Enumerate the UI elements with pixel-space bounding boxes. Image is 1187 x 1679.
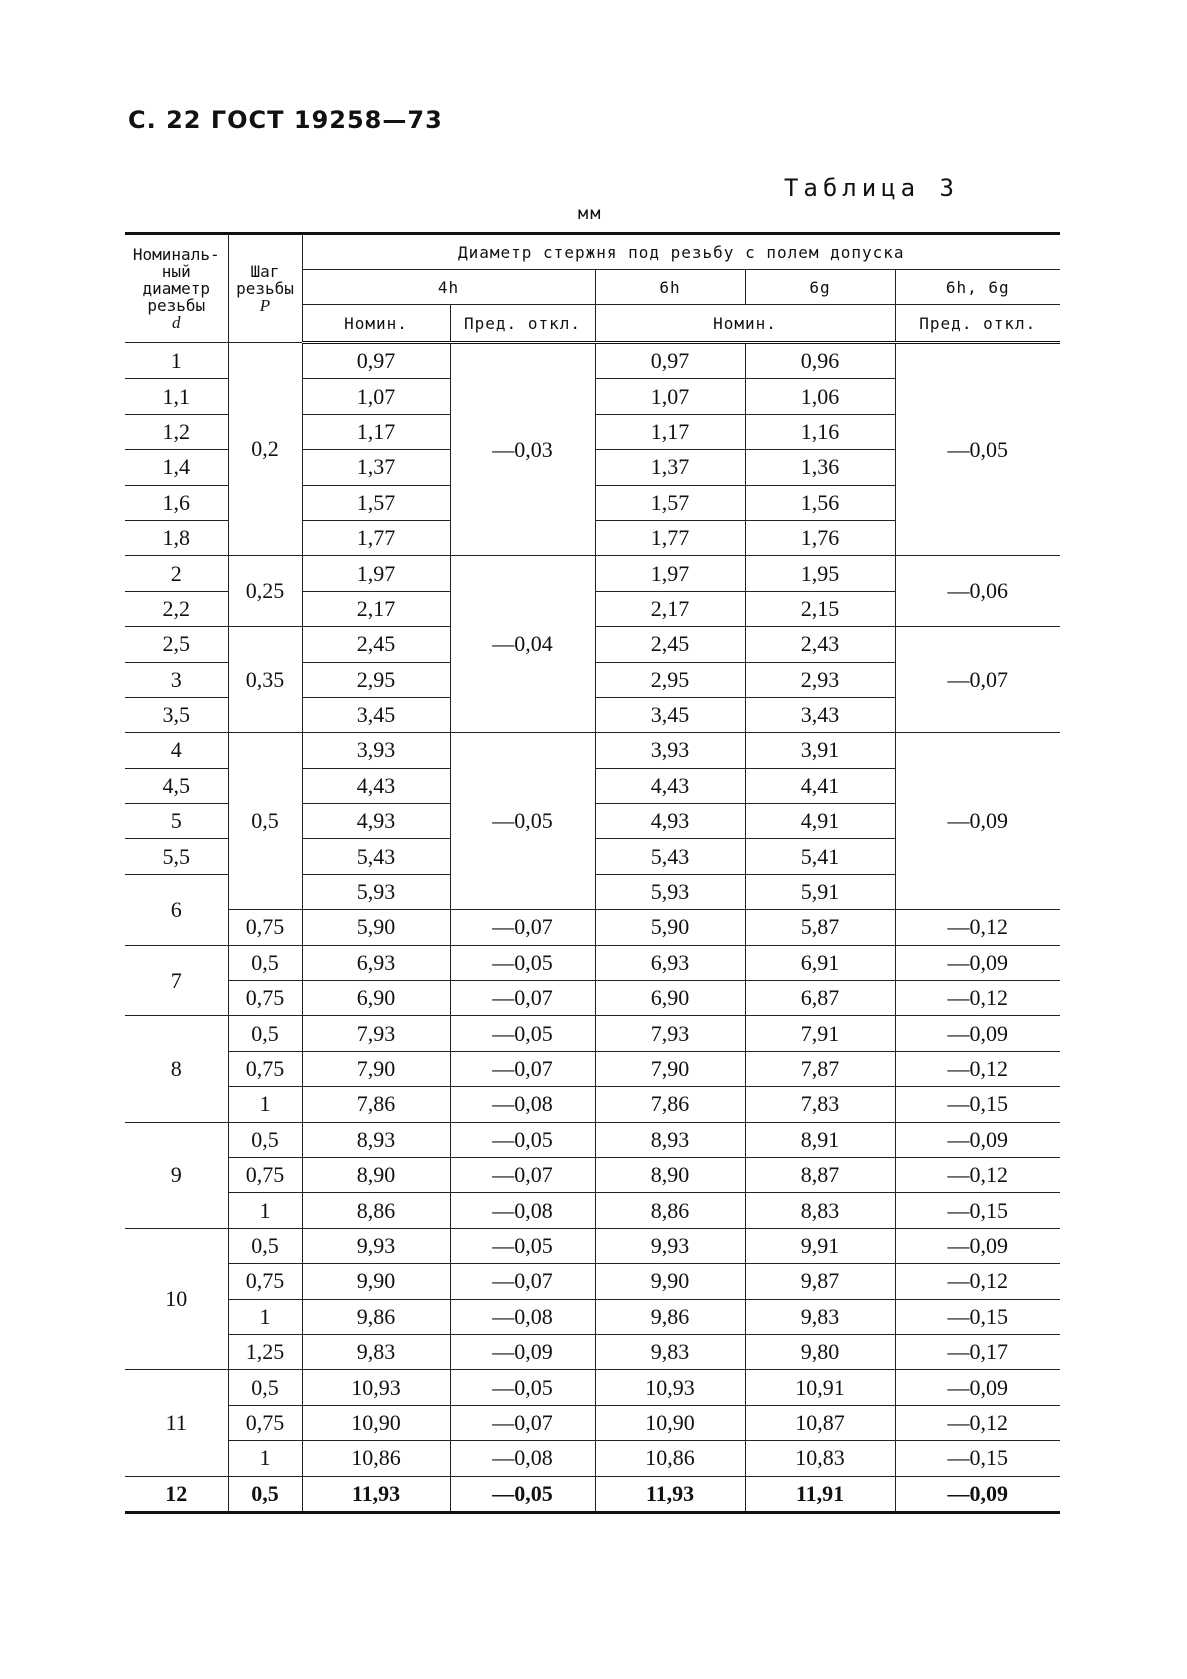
cell-limit-dev-4h: —0,03 — [450, 343, 595, 556]
cell-nominal-6h: 7,86 — [595, 1087, 745, 1122]
table-row — [125, 1228, 1060, 1263]
cell-nominal-4h: 8,86 — [302, 1193, 450, 1228]
cell-nominal-6g: 9,91 — [745, 1228, 895, 1263]
table-label: Таблица 3 — [783, 174, 959, 202]
cell-nominal-6h: 9,86 — [595, 1299, 745, 1334]
cell-limit-dev-4h: —0,05 — [450, 733, 595, 910]
cell-nominal-diameter: 5 — [125, 804, 228, 839]
cell-limit-dev-4h: —0,07 — [450, 910, 595, 945]
cell-nominal-6g: 2,93 — [745, 662, 895, 697]
cell-nominal-diameter: 3,5 — [125, 697, 228, 732]
header-limit-dev-4h: Пред. откл. — [450, 305, 595, 343]
cell-limit-dev-6h6g: —0,12 — [895, 1157, 1060, 1192]
table-row — [125, 1441, 1060, 1476]
table-row — [125, 556, 1060, 591]
cell-nominal-4h: 1,17 — [302, 414, 450, 449]
cell-nominal-diameter: 11 — [125, 1370, 228, 1476]
cell-nominal-diameter: 1,8 — [125, 520, 228, 555]
cell-thread-pitch: 0,5 — [228, 1016, 302, 1051]
cell-nominal-6h: 6,93 — [595, 945, 745, 980]
cell-nominal-6g: 10,91 — [745, 1370, 895, 1405]
cell-nominal-6h: 10,93 — [595, 1370, 745, 1405]
cell-nominal-6h: 8,86 — [595, 1193, 745, 1228]
cell-limit-dev-6h6g: —0,12 — [895, 981, 1060, 1016]
cell-nominal-diameter: 9 — [125, 1122, 228, 1228]
cell-nominal-6h: 11,93 — [595, 1476, 745, 1512]
cell-limit-dev-6h6g: —0,09 — [895, 1476, 1060, 1512]
cell-nominal-6h: 1,77 — [595, 520, 745, 555]
cell-nominal-6g: 1,06 — [745, 379, 895, 414]
cell-nominal-diameter: 1,1 — [125, 379, 228, 414]
cell-nominal-4h: 9,93 — [302, 1228, 450, 1263]
cell-nominal-6h: 1,17 — [595, 414, 745, 449]
table-body — [125, 343, 1060, 1513]
cell-nominal-4h: 5,43 — [302, 839, 450, 874]
cell-limit-dev-4h: —0,05 — [450, 1016, 595, 1051]
table-row — [125, 1264, 1060, 1299]
cell-nominal-6g: 2,15 — [745, 591, 895, 626]
cell-nominal-6h: 8,93 — [595, 1122, 745, 1157]
table-row — [125, 1370, 1060, 1405]
cell-limit-dev-6h6g: —0,09 — [895, 945, 1060, 980]
cell-nominal-6h: 9,90 — [595, 1264, 745, 1299]
cell-limit-dev-4h: —0,05 — [450, 1228, 595, 1263]
cell-thread-pitch: 1 — [228, 1193, 302, 1228]
cell-nominal-4h: 9,86 — [302, 1299, 450, 1334]
cell-limit-dev-6h6g: —0,12 — [895, 1405, 1060, 1440]
header-tol-4h: 4h — [302, 270, 595, 305]
cell-nominal-6h: 1,57 — [595, 485, 745, 520]
cell-nominal-4h: 6,90 — [302, 981, 450, 1016]
cell-limit-dev-4h: —0,08 — [450, 1193, 595, 1228]
table-row — [125, 1299, 1060, 1334]
cell-nominal-6g: 8,83 — [745, 1193, 895, 1228]
thread-diameter-table — [125, 232, 1060, 1514]
cell-nominal-6h: 9,93 — [595, 1228, 745, 1263]
cell-nominal-4h: 4,43 — [302, 768, 450, 803]
cell-nominal-6g: 3,91 — [745, 733, 895, 768]
cell-nominal-diameter: 6 — [125, 874, 228, 945]
cell-limit-dev-6h6g: —0,09 — [895, 733, 1060, 910]
cell-limit-dev-6h6g: —0,06 — [895, 556, 1060, 627]
cell-nominal-6g: 5,91 — [745, 874, 895, 909]
cell-nominal-6h: 5,43 — [595, 839, 745, 874]
cell-limit-dev-6h6g: —0,15 — [895, 1193, 1060, 1228]
cell-nominal-diameter: 4 — [125, 733, 228, 768]
cell-thread-pitch: 1 — [228, 1441, 302, 1476]
cell-limit-dev-6h6g: —0,05 — [895, 343, 1060, 556]
cell-nominal-diameter: 12 — [125, 1476, 228, 1512]
cell-limit-dev-6h6g: —0,12 — [895, 1051, 1060, 1086]
cell-nominal-4h: 1,97 — [302, 556, 450, 591]
cell-limit-dev-6h6g: —0,12 — [895, 1264, 1060, 1299]
cell-nominal-4h: 6,93 — [302, 945, 450, 980]
cell-thread-pitch: 0,75 — [228, 1264, 302, 1299]
cell-nominal-6g: 1,95 — [745, 556, 895, 591]
cell-nominal-6h: 9,83 — [595, 1334, 745, 1369]
cell-nominal-6h: 3,45 — [595, 697, 745, 732]
cell-limit-dev-6h6g: —0,15 — [895, 1087, 1060, 1122]
cell-thread-pitch: 0,75 — [228, 1051, 302, 1086]
cell-nominal-6g: 7,87 — [745, 1051, 895, 1086]
table-row — [125, 343, 1060, 379]
cell-limit-dev-4h: —0,07 — [450, 1264, 595, 1299]
cell-thread-pitch: 0,75 — [228, 1405, 302, 1440]
cell-nominal-diameter: 3 — [125, 662, 228, 697]
cell-nominal-6h: 4,93 — [595, 804, 745, 839]
cell-nominal-6h: 2,17 — [595, 591, 745, 626]
cell-limit-dev-4h: —0,08 — [450, 1441, 595, 1476]
cell-nominal-6h: 6,90 — [595, 981, 745, 1016]
cell-limit-dev-4h: —0,04 — [450, 556, 595, 733]
cell-nominal-diameter: 10 — [125, 1228, 228, 1370]
table-row — [125, 1334, 1060, 1369]
cell-thread-pitch: 0,25 — [228, 556, 302, 627]
cell-nominal-6h: 5,93 — [595, 874, 745, 909]
cell-thread-pitch: 0,5 — [228, 1370, 302, 1405]
cell-nominal-4h: 1,77 — [302, 520, 450, 555]
cell-thread-pitch: 0,5 — [228, 1122, 302, 1157]
cell-nominal-6g: 6,91 — [745, 945, 895, 980]
table-row — [125, 1157, 1060, 1192]
header-tol-6h6g: 6h, 6g — [895, 270, 1060, 305]
cell-nominal-diameter: 1,4 — [125, 450, 228, 485]
cell-thread-pitch: 0,5 — [228, 1476, 302, 1512]
table-row — [125, 945, 1060, 980]
cell-nominal-4h: 1,37 — [302, 450, 450, 485]
cell-nominal-6g: 4,41 — [745, 768, 895, 803]
cell-limit-dev-4h: —0,09 — [450, 1334, 595, 1369]
cell-nominal-6g: 9,87 — [745, 1264, 895, 1299]
cell-nominal-6g: 2,43 — [745, 627, 895, 662]
cell-thread-pitch: 1,25 — [228, 1334, 302, 1369]
cell-nominal-6g: 1,16 — [745, 414, 895, 449]
cell-thread-pitch: 0,35 — [228, 627, 302, 733]
cell-nominal-4h: 9,90 — [302, 1264, 450, 1299]
cell-thread-pitch: 0,5 — [228, 733, 302, 910]
cell-nominal-4h: 9,83 — [302, 1334, 450, 1369]
cell-limit-dev-6h6g: —0,12 — [895, 910, 1060, 945]
cell-limit-dev-6h6g: —0,09 — [895, 1122, 1060, 1157]
cell-limit-dev-6h6g: —0,17 — [895, 1334, 1060, 1369]
header-thread-pitch: Шаг резьбы P — [228, 234, 302, 343]
header-tol-6g: 6g — [745, 270, 895, 305]
cell-nominal-diameter: 8 — [125, 1016, 228, 1122]
cell-nominal-6h: 2,45 — [595, 627, 745, 662]
cell-nominal-6h: 7,93 — [595, 1016, 745, 1051]
cell-thread-pitch: 0,75 — [228, 981, 302, 1016]
cell-limit-dev-4h: —0,05 — [450, 1476, 595, 1512]
cell-nominal-6g: 5,87 — [745, 910, 895, 945]
cell-nominal-4h: 10,86 — [302, 1441, 450, 1476]
cell-nominal-4h: 2,17 — [302, 591, 450, 626]
cell-nominal-diameter: 5,5 — [125, 839, 228, 874]
cell-limit-dev-4h: —0,05 — [450, 1370, 595, 1405]
header-rod-diameter: Диаметр стержня под резьбу с полем допуска — [302, 234, 1060, 270]
cell-nominal-diameter: 1,6 — [125, 485, 228, 520]
cell-nominal-4h: 5,93 — [302, 874, 450, 909]
cell-nominal-6h: 10,86 — [595, 1441, 745, 1476]
cell-thread-pitch: 0,2 — [228, 343, 302, 556]
cell-limit-dev-4h: —0,08 — [450, 1299, 595, 1334]
table-row — [125, 1087, 1060, 1122]
cell-limit-dev-6h6g: —0,09 — [895, 1016, 1060, 1051]
page-header: С. 22 ГОСТ 19258—73 — [128, 106, 443, 134]
cell-nominal-6g: 1,56 — [745, 485, 895, 520]
cell-limit-dev-4h: —0,08 — [450, 1087, 595, 1122]
cell-limit-dev-4h: —0,05 — [450, 1122, 595, 1157]
cell-limit-dev-4h: —0,07 — [450, 1157, 595, 1192]
cell-nominal-4h: 7,86 — [302, 1087, 450, 1122]
cell-nominal-4h: 11,93 — [302, 1476, 450, 1512]
table-row — [125, 1051, 1060, 1086]
cell-nominal-4h: 2,45 — [302, 627, 450, 662]
cell-nominal-4h: 1,57 — [302, 485, 450, 520]
header-nominal-6: Номин. — [595, 305, 895, 343]
cell-nominal-4h: 8,93 — [302, 1122, 450, 1157]
cell-nominal-6g: 1,76 — [745, 520, 895, 555]
cell-nominal-4h: 5,90 — [302, 910, 450, 945]
cell-thread-pitch: 0,5 — [228, 1228, 302, 1263]
cell-nominal-6h: 4,43 — [595, 768, 745, 803]
cell-nominal-4h: 2,95 — [302, 662, 450, 697]
cell-thread-pitch: 0,75 — [228, 910, 302, 945]
cell-nominal-6h: 1,07 — [595, 379, 745, 414]
cell-nominal-4h: 0,97 — [302, 343, 450, 379]
cell-nominal-6g: 8,87 — [745, 1157, 895, 1192]
header-nominal-diameter: Номиналь- ный диаметр резьбы d — [125, 234, 228, 343]
cell-nominal-6g: 9,83 — [745, 1299, 895, 1334]
cell-limit-dev-4h: —0,07 — [450, 981, 595, 1016]
cell-nominal-6g: 0,96 — [745, 343, 895, 379]
cell-nominal-6g: 9,80 — [745, 1334, 895, 1369]
cell-nominal-diameter: 4,5 — [125, 768, 228, 803]
cell-nominal-6g: 10,87 — [745, 1405, 895, 1440]
table-row — [125, 1122, 1060, 1157]
cell-nominal-6g: 5,41 — [745, 839, 895, 874]
cell-nominal-6g: 7,83 — [745, 1087, 895, 1122]
cell-nominal-4h: 7,90 — [302, 1051, 450, 1086]
cell-nominal-6h: 7,90 — [595, 1051, 745, 1086]
cell-nominal-diameter: 2 — [125, 556, 228, 591]
cell-nominal-4h: 10,90 — [302, 1405, 450, 1440]
cell-nominal-diameter: 2,2 — [125, 591, 228, 626]
cell-thread-pitch: 0,5 — [228, 945, 302, 980]
cell-nominal-6g: 6,87 — [745, 981, 895, 1016]
table-row — [125, 1016, 1060, 1051]
cell-nominal-4h: 3,45 — [302, 697, 450, 732]
cell-thread-pitch: 0,75 — [228, 1157, 302, 1192]
cell-nominal-diameter: 7 — [125, 945, 228, 1016]
cell-nominal-4h: 3,93 — [302, 733, 450, 768]
table-row — [125, 1405, 1060, 1440]
cell-nominal-6g: 11,91 — [745, 1476, 895, 1512]
cell-limit-dev-6h6g: —0,09 — [895, 1228, 1060, 1263]
cell-nominal-6h: 8,90 — [595, 1157, 745, 1192]
cell-nominal-6g: 4,91 — [745, 804, 895, 839]
cell-limit-dev-6h6g: —0,07 — [895, 627, 1060, 733]
units-label: мм — [578, 204, 603, 224]
cell-limit-dev-6h6g: —0,09 — [895, 1370, 1060, 1405]
cell-nominal-6g: 1,36 — [745, 450, 895, 485]
cell-nominal-4h: 4,93 — [302, 804, 450, 839]
table-row — [125, 1476, 1060, 1512]
cell-nominal-6h: 0,97 — [595, 343, 745, 379]
header-limit-dev-6: Пред. откл. — [895, 305, 1060, 343]
header-nominal-4h: Номин. — [302, 305, 450, 343]
table-row — [125, 1193, 1060, 1228]
table-row — [125, 981, 1060, 1016]
cell-limit-dev-4h: —0,07 — [450, 1051, 595, 1086]
cell-nominal-4h: 10,93 — [302, 1370, 450, 1405]
cell-nominal-4h: 1,07 — [302, 379, 450, 414]
cell-nominal-6h: 2,95 — [595, 662, 745, 697]
cell-nominal-6g: 3,43 — [745, 697, 895, 732]
cell-thread-pitch: 1 — [228, 1087, 302, 1122]
cell-nominal-6h: 10,90 — [595, 1405, 745, 1440]
cell-limit-dev-4h: —0,05 — [450, 945, 595, 980]
cell-nominal-6h: 5,90 — [595, 910, 745, 945]
cell-nominal-diameter: 1 — [125, 343, 228, 379]
table-row — [125, 910, 1060, 945]
cell-limit-dev-4h: —0,07 — [450, 1405, 595, 1440]
cell-nominal-6h: 1,97 — [595, 556, 745, 591]
cell-nominal-diameter: 2,5 — [125, 627, 228, 662]
cell-nominal-6g: 7,91 — [745, 1016, 895, 1051]
cell-nominal-4h: 8,90 — [302, 1157, 450, 1192]
cell-nominal-diameter: 1,2 — [125, 414, 228, 449]
cell-nominal-6g: 10,83 — [745, 1441, 895, 1476]
table-row — [125, 733, 1060, 768]
cell-nominal-4h: 7,93 — [302, 1016, 450, 1051]
cell-limit-dev-6h6g: —0,15 — [895, 1441, 1060, 1476]
cell-nominal-6g: 8,91 — [745, 1122, 895, 1157]
cell-thread-pitch: 1 — [228, 1299, 302, 1334]
header-tol-6h: 6h — [595, 270, 745, 305]
cell-nominal-6h: 3,93 — [595, 733, 745, 768]
cell-nominal-6h: 1,37 — [595, 450, 745, 485]
cell-limit-dev-6h6g: —0,15 — [895, 1299, 1060, 1334]
